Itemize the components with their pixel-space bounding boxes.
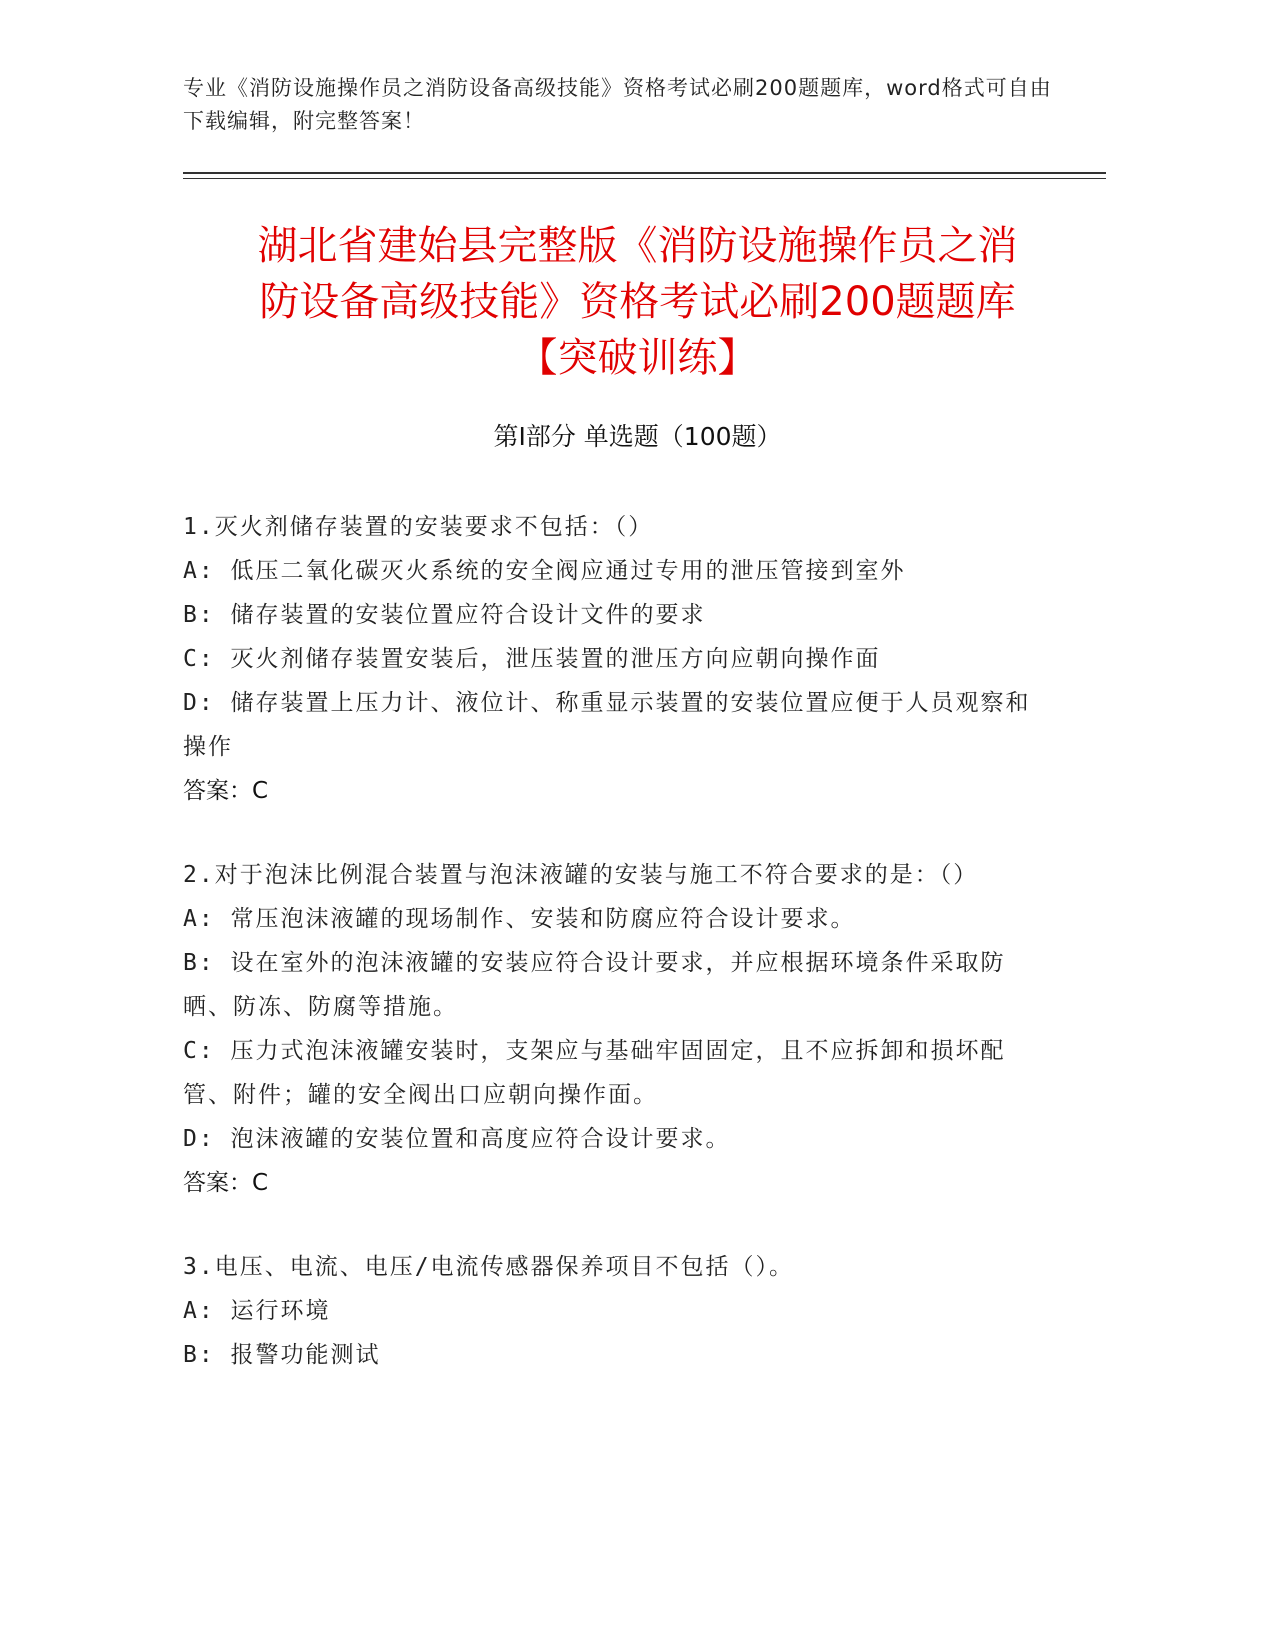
document-title (150, 218, 1125, 386)
title-line-3: 【突破训练】 (517, 335, 758, 381)
question-stem: 2.对于泡沫比例混合装置与泡沫液罐的安装与施工不符合要求的是：（） (183, 862, 979, 888)
answer: 答案：C (183, 1170, 269, 1196)
option-c: C: 灭火剂储存装置安装后，泄压装置的泄压方向应朝向操作面 (183, 646, 881, 672)
question-list (183, 505, 1043, 1417)
answer: 答案：C (183, 778, 269, 804)
title-line-2: 防设备高级技能》资格考试必刷200题题库 (259, 279, 1016, 325)
question-3 (183, 1245, 1043, 1377)
question-1 (183, 505, 1043, 813)
question-stem: 1.灭火剂储存装置的安装要求不包括：（） (183, 514, 654, 540)
option-a: A: 低压二氧化碳灭火系统的安全阀应通过专用的泄压管接到室外 (183, 558, 906, 584)
option-b: B: 设在室外的泡沫液罐的安装应符合设计要求，并应根据环境条件采取防晒、防冻、防腐等措施。 (183, 950, 1006, 1020)
option-d: D: 泡沫液罐的安装位置和高度应符合设计要求。 (183, 1126, 731, 1152)
option-c: C: 压力式泡沫液罐安装时，支架应与基础牢固固定，且不应拆卸和损坏配管、附件；罐的安全阀出口应朝向操作面。 (183, 1038, 1006, 1108)
option-a: A: 常压泡沫液罐的现场制作、安装和防腐应符合设计要求。 (183, 906, 856, 932)
header-divider-thin (183, 178, 1106, 179)
header-divider-thick (183, 172, 1106, 174)
question-stem: 3.电压、电流、电压/电流传感器保养项目不包括（）。 (183, 1254, 795, 1280)
option-b: B: 储存装置的安装位置应符合设计文件的要求 (183, 602, 706, 628)
option-a: A: 运行环境 (183, 1298, 331, 1324)
option-d: D: 储存装置上压力计、液位计、称重显示装置的安装位置应便于人员观察和操作 (183, 690, 1031, 760)
question-2 (183, 853, 1043, 1205)
title-line-1: 湖北省建始县完整版《消防设施操作员之消 (257, 223, 1018, 269)
header-note: 专业《消防设施操作员之消防设备高级技能》资格考试必刷200题题库，word格式可自由下载编辑，附完整答案！ (183, 76, 1052, 133)
option-b: B: 报警功能测试 (183, 1342, 381, 1368)
section-title: 第Ⅰ部分 单选题（100题） (493, 422, 782, 451)
